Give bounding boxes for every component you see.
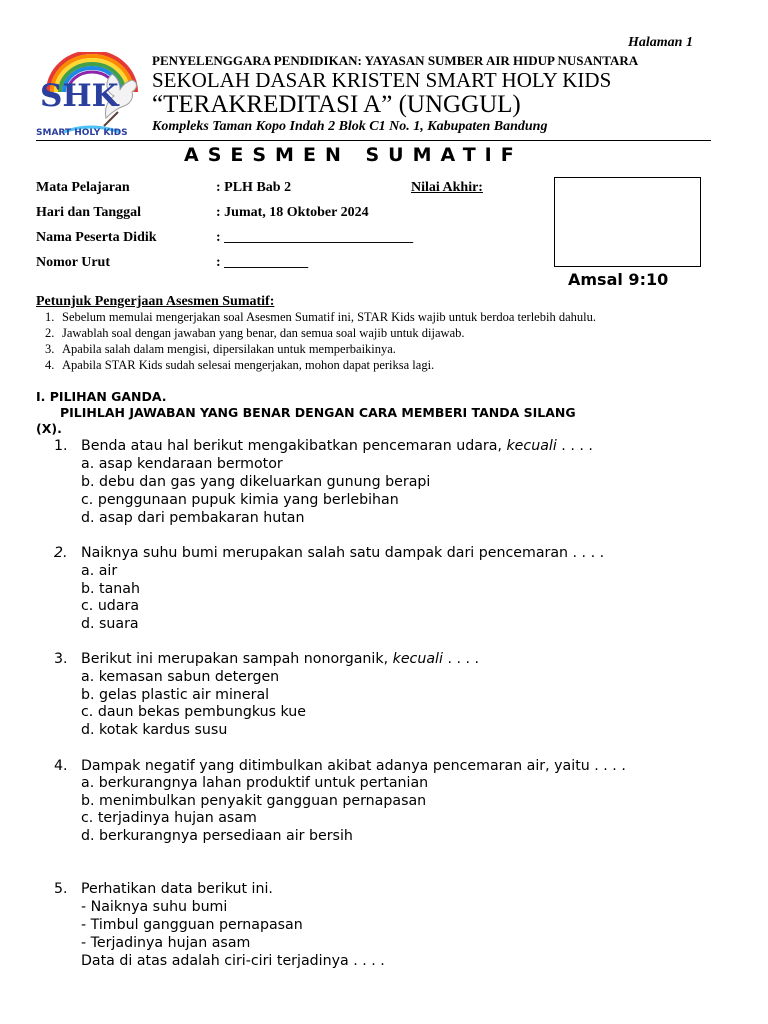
instructions-title: Petunjuk Pengerjaan Asesmen Sumatif: (36, 294, 275, 309)
info-label-number: Nomor Urut (36, 255, 111, 270)
instruction-number: 2. (45, 326, 55, 340)
foundation-name: PENYELENGGARA PENDIDIKAN: YAYASAN SUMBER AIR HIDUP NUSANTARA (152, 53, 639, 68)
question-number: 4. (54, 758, 68, 774)
instruction-number: 4. (45, 358, 55, 372)
bible-verse: Amsal 9:10 (568, 270, 669, 289)
answer-option[interactable]: c. daun bekas pembungkus kue (81, 704, 307, 720)
answer-option[interactable]: b. menimbulkan penyakit gangguan pernapasan (81, 793, 427, 809)
answer-option[interactable]: b. gelas plastic air mineral (81, 687, 270, 703)
instruction-number: 1. (45, 310, 55, 324)
answer-option[interactable]: d. asap dari pembakaran hutan (81, 510, 305, 526)
question-number: 1. (54, 438, 68, 454)
question-stem: Perhatikan data berikut ini. (81, 881, 273, 897)
page-label: Halaman 1 (628, 35, 693, 50)
data-item: - Timbul gangguan pernapasan (81, 917, 303, 933)
data-item: - Terjadinya hujan asam (81, 935, 251, 951)
info-label-subject: Mata Pelajaran (36, 180, 130, 195)
info-value-date: : Jumat, 18 Oktober 2024 (216, 205, 369, 220)
answer-option[interactable]: a. berkurangnya lahan produktif untuk pertanian (81, 775, 429, 791)
section-instruction-cont: (X). (36, 421, 62, 436)
question-stem: Berikut ini merupakan sampah nonorganik, kecuali . . . . (81, 651, 480, 667)
logo-text: SHK (40, 78, 119, 114)
accreditation-title: “TERAKREDITASI A” (UNGGUL) (152, 91, 521, 118)
answer-option[interactable]: c. udara (81, 598, 140, 614)
final-score-box[interactable] (554, 177, 701, 267)
info-value-subject: : PLH Bab 2 (216, 180, 292, 195)
answer-option[interactable]: a. kemasan sabun detergen (81, 669, 280, 685)
exam-title: ASESMEN SUMATIF (184, 144, 523, 166)
question-prompt: Data di atas adalah ciri-ciri terjadinya . . . . (81, 953, 385, 969)
question-number: 5. (54, 881, 68, 897)
info-label-name: Nama Peserta Didik (36, 230, 157, 245)
header-divider (36, 140, 711, 141)
instruction-number: 3. (45, 342, 55, 356)
logo-caption: SMART HOLY KIDS (36, 128, 128, 138)
question-number: 2. (54, 545, 68, 561)
info-label-date: Hari dan Tanggal (36, 205, 142, 220)
school-logo (34, 52, 146, 140)
final-score-label: Nilai Akhir: (411, 180, 483, 195)
student-name-field[interactable]: : ___________________________ (216, 230, 414, 245)
school-name: SEKOLAH DASAR KRISTEN SMART HOLY KIDS (152, 68, 612, 92)
instruction-item: Sebelum memulai mengerjakan soal Asesmen Sumatif ini, STAR Kids wajib untuk berdoa terlebih dahulu. (62, 310, 596, 324)
answer-option[interactable]: b. debu dan gas yang dikeluarkan gunung berapi (81, 474, 431, 490)
answer-option[interactable]: b. tanah (81, 581, 140, 597)
student-number-field[interactable]: : ____________ (216, 255, 309, 270)
question-stem: Benda atau hal berikut mengakibatkan pencemaran udara, kecuali . . . . (81, 438, 593, 454)
answer-option[interactable]: d. berkurangnya persediaan air bersih (81, 828, 353, 844)
answer-option[interactable]: c. terjadinya hujan asam (81, 810, 257, 826)
instruction-item: Apabila STAR Kids sudah selesai mengerjakan, mohon dapat periksa lagi. (62, 358, 435, 372)
answer-option[interactable]: c. penggunaan pupuk kimia yang berlebihan (81, 492, 399, 508)
answer-option[interactable]: d. suara (81, 616, 139, 632)
answer-option[interactable]: a. asap kendaraan bermotor (81, 456, 283, 472)
school-address: Kompleks Taman Kopo Indah 2 Blok C1 No. 1, Kabupaten Bandung (152, 119, 548, 134)
instruction-item: Apabila salah dalam mengisi, dipersilakan untuk memperbaikinya. (62, 342, 396, 356)
answer-option[interactable]: d. kotak kardus susu (81, 722, 228, 738)
instruction-item: Jawablah soal dengan jawaban yang benar, dan semua soal wajib untuk dijawab. (62, 326, 465, 340)
data-item: - Naiknya suhu bumi (81, 899, 228, 915)
section-instruction: PILIHLAH JAWABAN YANG BENAR DENGAN CARA MEMBERI TANDA SILANG (60, 405, 576, 420)
question-stem: Naiknya suhu bumi merupakan salah satu dampak dari pencemaran . . . . (81, 545, 605, 561)
question-number: 3. (54, 651, 68, 667)
answer-option[interactable]: a. air (81, 563, 118, 579)
question-stem: Dampak negatif yang ditimbulkan akibat adanya pencemaran air, yaitu . . . . (81, 758, 626, 774)
section-title: I. PILIHAN GANDA. (36, 389, 167, 404)
